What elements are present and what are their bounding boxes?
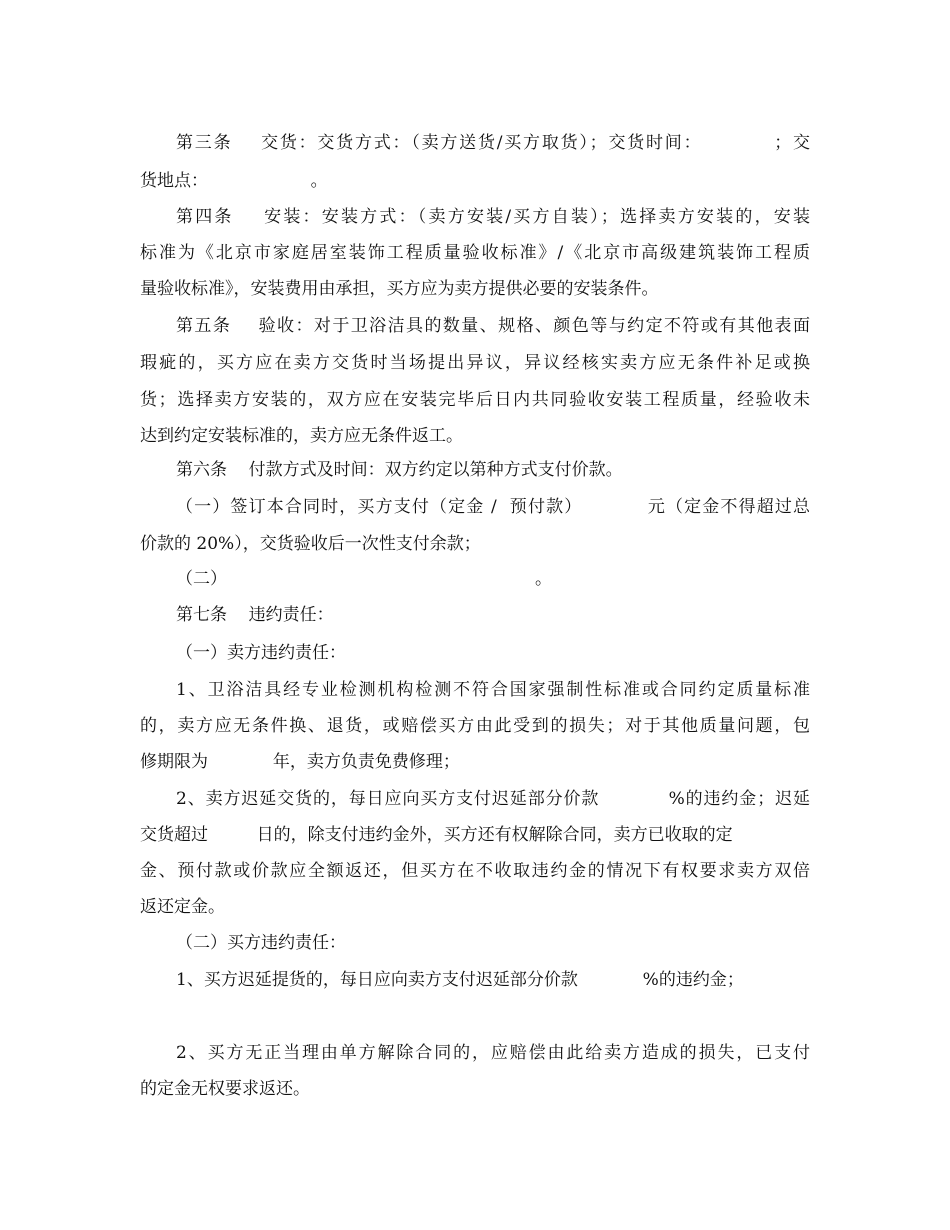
seller-item-2-line-1: 2、卖方迟延交货的，每日应向买方支付迟延部分价款 %的违约金；迟延: [176, 789, 810, 809]
article-6-item-1-line-1: （一）签订本合同时，买方支付（定金 / 预付款） 元（定金不得超过总: [176, 497, 810, 517]
seller-item-1-line-1: 1、卫浴洁具经专业检测机构检测不符合国家强制性标准或合同约定质量标准: [176, 680, 810, 700]
buyer-item-1: 1、买方迟延提货的，每日应向卖方支付迟延部分价款 %的违约金；: [176, 970, 744, 990]
buyer-item-2-line-1: 2、买方无正当理由单方解除合同的，应赔偿由此给卖方造成的损失，已支付: [176, 1043, 810, 1063]
article-3-line-1: 第三条 交货：交货方式：（卖方送货/买方取货）；交货时间： ；交: [176, 133, 810, 153]
seller-item-2-line-4: 返还定金。: [140, 897, 225, 917]
buyer-item-2-line-2: 的定金无权要求返还。: [140, 1079, 310, 1099]
article-4-line-3: 量验收标准》，安装费用由承担，买方应为卖方提供必要的安装条件。: [140, 279, 659, 299]
seller-item-1-line-3: 修期限为 年，卖方负责免费修理；: [140, 752, 460, 772]
article-5-line-1: 第五条 验收：对于卫浴洁具的数量、规格、颜色等与约定不符或有其他表面: [176, 316, 810, 336]
article-5-line-3: 货；选择卖方安装的，双方应在安装完毕后日内共同验收安装工程质量，经验收未: [140, 390, 810, 410]
article-5-line-2: 瑕疵的，买方应在卖方交货时当场提出异议，异议经核实卖方应无条件补足或换: [140, 353, 810, 373]
article-6-line-1: 第六条 付款方式及时间：双方约定以第种方式支付价款。: [176, 460, 623, 480]
article-4-line-1: 第四条 安装：安装方式：（卖方安装/买方自装）；选择卖方安装的，安装: [176, 207, 810, 227]
buyer-liability-heading: （二）买方违约责任：: [176, 933, 346, 953]
article-6-item-2: （二） 。: [176, 569, 553, 589]
seller-liability-heading: （一）卖方违约责任：: [176, 643, 346, 663]
article-6-item-1-line-2: 价款的 20%），交货验收后一次性支付余款；: [140, 534, 481, 554]
article-7-heading: 第七条 违约责任：: [176, 605, 334, 625]
seller-item-2-line-3: 金、预付款或价款应全额返还，但买方在不收取违约金的情况下有权要求卖方双倍: [140, 861, 810, 881]
seller-item-2-line-2: 交货超过 日的，除支付违约金外，买方还有权解除合同，卖方已收取的定: [140, 825, 733, 845]
article-3-line-2: 货地点： 。: [140, 171, 328, 191]
article-4-line-2: 标准为《北京市家庭居室装饰工程质量验收标准》/《北京市高级建筑装饰工程质: [140, 243, 810, 263]
seller-item-1-line-2: 的，卖方应无条件换、退货，或赔偿买方由此受到的损失；对于其他质量问题，包: [140, 716, 810, 736]
article-5-line-4: 达到约定安装标准的，卖方应无条件返工。: [140, 426, 463, 446]
